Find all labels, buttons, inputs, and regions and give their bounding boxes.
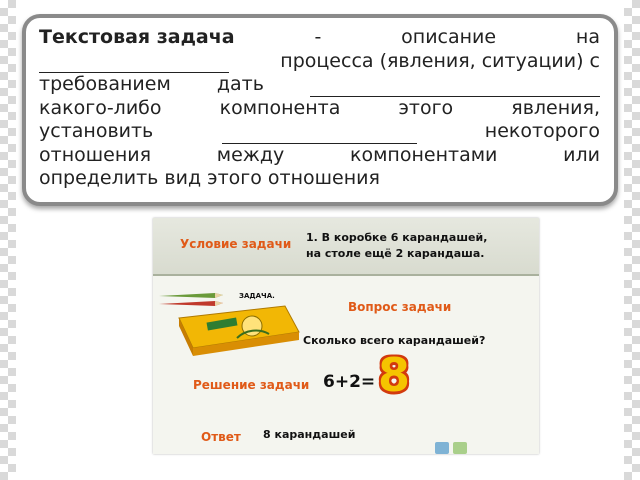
solution-result: 8 [378, 348, 411, 402]
right-border-pattern [624, 0, 640, 480]
definition-line-1 [39, 26, 600, 50]
slide-header-divider [153, 274, 539, 276]
answer-blank-2[interactable] [310, 78, 600, 97]
answer-text: 8 карандашей [263, 428, 356, 441]
condition-line-1: 1. В коробке 6 карандашей, [306, 231, 488, 244]
definition-word: установить [39, 120, 154, 142]
decor-icon [435, 442, 449, 454]
definition-text: процесса (явления, ситуации) с [280, 49, 600, 72]
question-label: Вопрос задачи [348, 300, 452, 314]
definition-term: Текстовая задача [39, 26, 235, 48]
box-label: ЗАДАЧА. [239, 292, 275, 300]
definition-line-2 [39, 50, 600, 74]
definition-word: описание [401, 26, 497, 48]
definition-box [22, 14, 618, 206]
definition-line-3 [39, 73, 600, 97]
pencil-box-illustration [167, 298, 307, 368]
definition-word: или [563, 143, 600, 166]
left-border-pattern [0, 0, 16, 480]
definition-word: на [575, 26, 600, 48]
definition-text: определить вид этого отношения [39, 167, 380, 189]
definition-word: некоторого [484, 120, 600, 142]
definition-word: компонентами [349, 143, 498, 166]
definition-line-5 [39, 120, 600, 144]
definition-word: требованием [39, 73, 171, 95]
decor-icon [453, 442, 467, 454]
question-text: Сколько всего карандашей? [303, 334, 486, 347]
definition-word: компонента [219, 96, 341, 119]
definition-word: явления, [511, 96, 600, 119]
lesson-slide [153, 218, 539, 454]
definition-line-7 [39, 167, 600, 191]
solution-expression: 6+2= [323, 372, 376, 392]
definition-word: дать [216, 73, 264, 95]
answer-blank-3[interactable] [222, 125, 417, 144]
definition-line-4 [39, 97, 600, 121]
answer-label: Ответ [201, 430, 241, 444]
definition-word: этого [398, 96, 454, 119]
answer-blank-1[interactable] [39, 54, 229, 73]
definition-word: какого-либо [39, 96, 162, 119]
definition-word: между [216, 143, 285, 166]
condition-label: Условие задачи [180, 237, 292, 251]
definition-line-6 [39, 144, 600, 168]
definition-word: отношения [39, 143, 152, 166]
solution-label: Решение задачи [193, 378, 310, 392]
definition-dash: - [314, 26, 322, 48]
condition-line-2: на столе ещё 2 карандаша. [306, 247, 485, 260]
